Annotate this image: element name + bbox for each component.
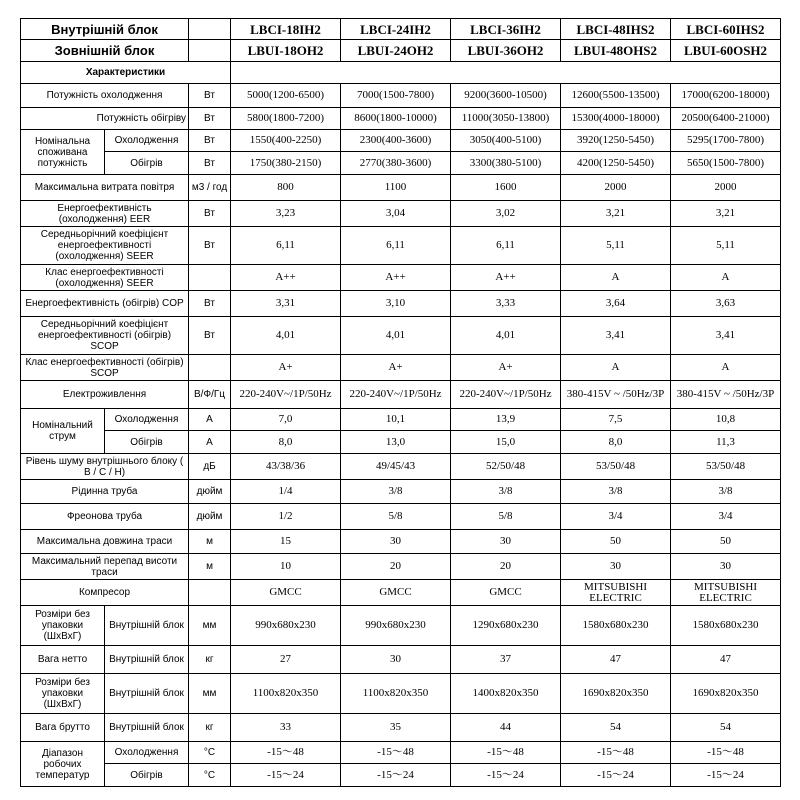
table-row [21,265,781,291]
value-cell: 3,23 [231,201,341,227]
value-cell: 53/50/48 [671,454,781,480]
value-cell: 53/50/48 [561,454,671,480]
value-cell: 10,1 [341,409,451,431]
row-label: Максимальна довжина траси [21,530,189,554]
sub-label: Обігрів [105,431,189,454]
row-label: Потужність обігріву [21,108,189,130]
value-cell: 11,3 [671,431,781,454]
value-cell: 4,01 [341,317,451,355]
value-cell: 54 [671,714,781,742]
table-row [21,554,781,580]
value-cell: 9200(3600-10500) [451,84,561,108]
value-cell: 220-240V~/1P/50Hz [451,381,561,409]
value-cell: 1750(380-2150) [231,152,341,175]
sub-label: Обігрів [105,152,189,175]
value-cell: GMCC [231,580,341,606]
value-cell: 5/8 [451,504,561,530]
value-cell: 8600(1800-10000) [341,108,451,130]
value-cell: A [671,265,781,291]
outdoor-model: LBUI-48OHS2 [561,40,671,62]
value-cell: 3,02 [451,201,561,227]
value-cell: 7,5 [561,409,671,431]
group-label: Номінальна споживана потужність [21,130,105,175]
value-cell: 1400x820x350 [451,674,561,714]
value-cell: -15～48 [231,742,341,764]
value-cell: -15～24 [231,764,341,787]
row-label: Енергоефективність (охолодження) EER [21,201,189,227]
value-cell: 30 [671,554,781,580]
unit-cell: кг [189,714,231,742]
value-cell: 380-415V ~ /50Hz/3P [561,381,671,409]
table-row [21,454,781,480]
table-row [21,152,781,175]
unit-cell: дБ [189,454,231,480]
unit-cell: мм [189,606,231,646]
value-cell: 3,21 [671,201,781,227]
unit-cell: Вт [189,227,231,265]
table-row [21,714,781,742]
value-cell: 6,11 [231,227,341,265]
value-cell: A [671,355,781,381]
value-cell: 2300(400-3600) [341,130,451,152]
indoor-model: LBCI-60IHS2 [671,19,781,40]
value-cell: 5800(1800-7200) [231,108,341,130]
table-row [21,606,781,646]
value-cell: 8,0 [561,431,671,454]
value-cell: A [561,265,671,291]
value-cell: 1690x820x350 [671,674,781,714]
value-cell: 2000 [561,175,671,201]
row-label: Електроживлення [21,381,189,409]
value-cell: 1100x820x350 [231,674,341,714]
outdoor-model: LBUI-18OH2 [231,40,341,62]
value-cell: 3,33 [451,291,561,317]
value-cell: 12600(5500-13500) [561,84,671,108]
unit-cell: м3 / год [189,175,231,201]
table-row [21,84,781,108]
unit-cell: дюйм [189,480,231,504]
value-cell: 3920(1250-5450) [561,130,671,152]
unit-cell: м [189,530,231,554]
value-cell: 47 [671,646,781,674]
value-cell: 20500(6400-21000) [671,108,781,130]
value-cell: 30 [451,530,561,554]
value-cell: 30 [341,646,451,674]
value-cell: -15～48 [451,742,561,764]
value-cell: MITSUBISHI ELECTRIC [671,580,781,606]
sub-label: Внутрішній блок [105,674,189,714]
table-row [21,355,781,381]
value-cell: 20 [341,554,451,580]
value-cell: 30 [341,530,451,554]
unit-cell [189,265,231,291]
value-cell: 220-240V~/1P/50Hz [341,381,451,409]
table-row [21,317,781,355]
row-label: Максимальна витрата повітря [21,175,189,201]
table-row [21,381,781,409]
value-cell: 3/8 [451,480,561,504]
value-cell: 35 [341,714,451,742]
value-cell: A++ [451,265,561,291]
outdoor-model: LBUI-36OH2 [451,40,561,62]
value-cell: 3300(380-5100) [451,152,561,175]
value-cell: 3,64 [561,291,671,317]
value-cell: 10 [231,554,341,580]
value-cell: 5,11 [561,227,671,265]
table-row [21,431,781,454]
table-row [21,480,781,504]
indoor-model: LBCI-24IH2 [341,19,451,40]
header-row-indoor [21,19,781,40]
row-label: Компресор [21,580,189,606]
value-cell: 5/8 [341,504,451,530]
value-cell: 30 [561,554,671,580]
value-cell: 4200(1250-5450) [561,152,671,175]
table-row [21,291,781,317]
outdoor-model: LBUI-60OSH2 [671,40,781,62]
unit-cell: дюйм [189,504,231,530]
value-cell: -15～24 [451,764,561,787]
value-cell: 20 [451,554,561,580]
unit-cell: мм [189,674,231,714]
unit-cell: Вт [189,317,231,355]
table-row [21,409,781,431]
value-cell: -15～48 [561,742,671,764]
value-cell: 6,11 [341,227,451,265]
table-row [21,108,781,130]
sub-label: Охолодження [105,130,189,152]
unit-cell: м [189,554,231,580]
row-label: Потужність охолодження [21,84,189,108]
indoor-model: LBCI-48IHS2 [561,19,671,40]
unit-cell: В/Ф/Гц [189,381,231,409]
value-cell: -15～48 [671,742,781,764]
value-cell: 50 [561,530,671,554]
spec-table [20,18,781,787]
sub-label: Охолодження [105,742,189,764]
value-cell: 1290x680x230 [451,606,561,646]
row-label: Середньорічний коефіцієнт енергоефективності (охолодження) SEER [21,227,189,265]
unit-cell [189,580,231,606]
unit-cell: Вт [189,152,231,175]
spec-sheet [20,18,780,787]
value-cell: 8,0 [231,431,341,454]
row-label: Вага нетто [21,646,105,674]
value-cell: 37 [451,646,561,674]
value-cell: 50 [671,530,781,554]
value-cell: 7000(1500-7800) [341,84,451,108]
value-cell: 33 [231,714,341,742]
table-row [21,201,781,227]
value-cell: 3,41 [561,317,671,355]
value-cell: A+ [341,355,451,381]
value-cell: 44 [451,714,561,742]
indoor-model: LBCI-36IH2 [451,19,561,40]
value-cell: 3,31 [231,291,341,317]
table-row [21,764,781,787]
value-cell: 220-240V~/1P/50Hz [231,381,341,409]
value-cell: 13,9 [451,409,561,431]
value-cell: 47 [561,646,671,674]
table-row [21,130,781,152]
table-row [21,227,781,265]
row-label: Рідинна труба [21,480,189,504]
table-row [21,530,781,554]
group-label: Діапазон робочих температур [21,742,105,787]
value-cell: 1/2 [231,504,341,530]
value-cell: 3,63 [671,291,781,317]
table-row [21,742,781,764]
value-cell: 3,10 [341,291,451,317]
unit-cell: Вт [189,130,231,152]
row-label: Рівень шуму внутрішнього блоку ( В / С / Н) [21,454,189,480]
header-row-outdoor [21,40,781,62]
value-cell: 990x680x230 [231,606,341,646]
row-label: Максимальний перепад висоти траси [21,554,189,580]
value-cell: -15～24 [341,764,451,787]
row-label: Клас енергоефективності (обігрів) SCOP [21,355,189,381]
value-cell: A++ [231,265,341,291]
value-cell: 27 [231,646,341,674]
group-label: Номінальний струм [21,409,105,454]
value-cell: 3/8 [341,480,451,504]
value-cell: 1690x820x350 [561,674,671,714]
row-label: Вага брутто [21,714,105,742]
value-cell: 3,41 [671,317,781,355]
value-cell: A [561,355,671,381]
value-cell: 990x680x230 [341,606,451,646]
unit-cell: Вт [189,84,231,108]
value-cell: 49/45/43 [341,454,451,480]
unit-cell: °C [189,764,231,787]
row-label: Розміри без упаковки (ШхВхГ) [21,674,105,714]
characteristics-heading: Характеристики [21,62,231,84]
unit-cell: А [189,409,231,431]
table-row [21,674,781,714]
unit-cell: °C [189,742,231,764]
value-cell: 15300(4000-18000) [561,108,671,130]
value-cell: 4,01 [451,317,561,355]
value-cell: 3,04 [341,201,451,227]
value-cell: 1/4 [231,480,341,504]
sub-label: Внутрішній блок [105,714,189,742]
value-cell: A+ [451,355,561,381]
value-cell: 1100 [341,175,451,201]
outdoor-model: LBUI-24OH2 [341,40,451,62]
indoor-model: LBCI-18IH2 [231,19,341,40]
unit-cell: Вт [189,108,231,130]
value-cell: 1580x680x230 [671,606,781,646]
row-label: Розміри без упаковки (ШхВхГ) [21,606,105,646]
row-label: Клас енергоефективності (охолодження) SEER [21,265,189,291]
value-cell: 7,0 [231,409,341,431]
value-cell: 5000(1200-6500) [231,84,341,108]
value-cell: 2770(380-3600) [341,152,451,175]
unit-cell: А [189,431,231,454]
sub-label: Охолодження [105,409,189,431]
value-cell: -15～24 [561,764,671,787]
value-cell: 4,01 [231,317,341,355]
sub-label: Обігрів [105,764,189,787]
table-row [21,580,781,606]
outdoor-unit-label: Зовнішній блок [21,40,189,62]
row-label: Фреонова труба [21,504,189,530]
value-cell: -15～24 [671,764,781,787]
unit-cell [189,355,231,381]
value-cell: 5,11 [671,227,781,265]
value-cell: GMCC [341,580,451,606]
unit-cell: Вт [189,291,231,317]
value-cell: 54 [561,714,671,742]
value-cell: 800 [231,175,341,201]
unit-cell: Вт [189,201,231,227]
table-row [21,646,781,674]
unit-cell: кг [189,646,231,674]
value-cell: 15 [231,530,341,554]
value-cell: MITSUBISHI ELECTRIC [561,580,671,606]
row-label: Енергоефективність (обігрів) COP [21,291,189,317]
value-cell: -15～48 [341,742,451,764]
value-cell: GMCC [451,580,561,606]
value-cell: 5650(1500-7800) [671,152,781,175]
value-cell: 5295(1700-7800) [671,130,781,152]
sub-label: Внутрішній блок [105,646,189,674]
value-cell: 3,21 [561,201,671,227]
value-cell: 52/50/48 [451,454,561,480]
value-cell: 15,0 [451,431,561,454]
table-row [21,504,781,530]
sub-label: Внутрішній блок [105,606,189,646]
value-cell: 1550(400-2250) [231,130,341,152]
value-cell: 3050(400-5100) [451,130,561,152]
value-cell: 2000 [671,175,781,201]
value-cell: 17000(6200-18000) [671,84,781,108]
value-cell: 3/8 [561,480,671,504]
value-cell: 1100x820x350 [341,674,451,714]
value-cell: 11000(3050-13800) [451,108,561,130]
value-cell: 10,8 [671,409,781,431]
value-cell: 3/8 [671,480,781,504]
row-label: Середньорічний коефіцієнт енергоефективності (обігрів) SCOP [21,317,189,355]
value-cell: 1580x680x230 [561,606,671,646]
table-row [21,175,781,201]
value-cell: 13,0 [341,431,451,454]
characteristics-row [21,62,781,84]
value-cell: A+ [231,355,341,381]
value-cell: 6,11 [451,227,561,265]
value-cell: 3/4 [671,504,781,530]
value-cell: A++ [341,265,451,291]
indoor-unit-label: Внутрішній блок [21,19,189,40]
value-cell: 1600 [451,175,561,201]
value-cell: 3/4 [561,504,671,530]
value-cell: 380-415V ~ /50Hz/3P [671,381,781,409]
value-cell: 43/38/36 [231,454,341,480]
